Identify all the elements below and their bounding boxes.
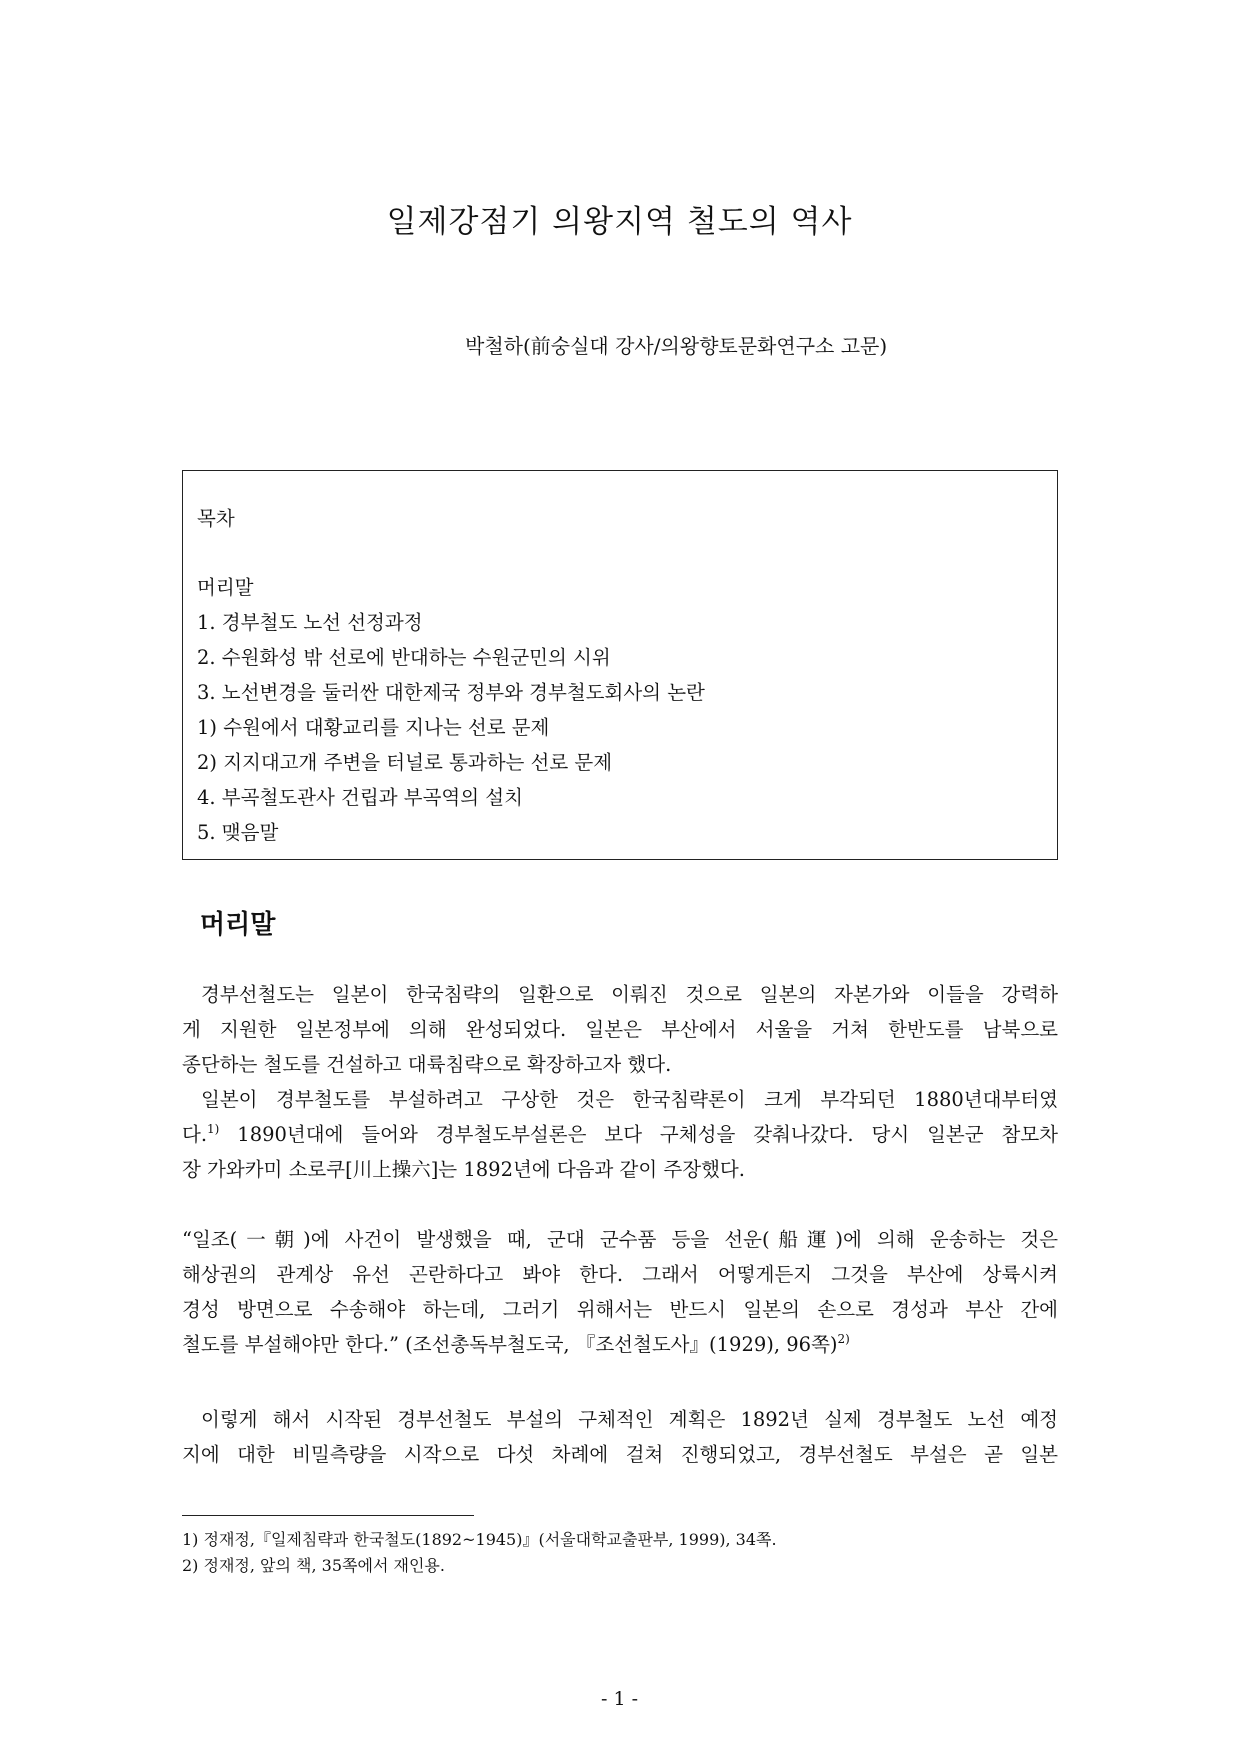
quote-line: 경성 방면으로 수송해야 하는데, 그러기 위해서는 반드시 일본의 손으로 경성과 부산 간에 <box>182 1298 1058 1321</box>
paragraph-line: 장 가와카미 소로쿠[川上操六]는 1892년에 다음과 같이 주장했다. <box>182 1158 745 1181</box>
paragraph-line: 게 지원한 일본정부에 의해 완성되었다. 일본은 부산에서 서울을 거쳐 한반도를 남북으로 <box>182 1018 1058 1041</box>
paragraph-line <box>182 1119 1058 1147</box>
quote-line: 해상권의 관계상 유선 곤란하다고 봐야 한다. 그래서 어떻게든지 그것을 부산에 상륙시켜 <box>182 1263 1058 1286</box>
footnote: 2) 정재정, 앞의 책, 35쪽에서 재인용. <box>182 1556 445 1575</box>
text-span: 1890년대에 들어와 경부철도부설론은 보다 구체성을 갖춰나갔다. 당시 일본군 참모차 <box>219 1123 1058 1146</box>
toc-item: 5. 맺음말 <box>197 821 279 844</box>
paragraph-line: 지에 대한 비밀측량을 시작으로 다섯 차례에 걸쳐 진행되었고, 경부선철도 부설은 곧 일본 <box>182 1443 1058 1466</box>
document-title: 일제강점기 의왕지역 철도의 역사 <box>386 204 853 240</box>
text-span: 철도를 부설해야만 한다.” (조선총독부철도국, 『조선철도사』(1929), 96쪽) <box>182 1333 838 1356</box>
quote-line <box>182 1329 1058 1357</box>
paragraph-line: 종단하는 철도를 건설하고 대륙침략으로 확장하고자 했다. <box>182 1053 672 1076</box>
footnote-ref-1: 1) <box>207 1122 220 1136</box>
paragraph-line: 경부선철도는 일본이 한국침략의 일환으로 이뤄진 것으로 일본의 자본가와 이들을 강력하 <box>201 983 1058 1006</box>
toc-item: 2. 수원화성 밖 선로에 반대하는 수원군민의 시위 <box>197 646 611 669</box>
paragraph-line: 이렇게 해서 시작된 경부선철도 부설의 구체적인 계획은 1892년 실제 경부철도 노선 예정 <box>201 1408 1058 1431</box>
quote-line: “일조(一朝)에 사건이 발생했을 때, 군대 군수품 등을 선운(船運)에 의해 운송하는 것은 <box>182 1228 1058 1251</box>
author-line: 박철하(前숭실대 강사/의왕향토문화연구소 고문) <box>465 334 888 358</box>
page-number: - 1 - <box>600 1688 638 1710</box>
toc-heading: 목차 <box>197 507 235 530</box>
text-span: 다. <box>182 1123 208 1146</box>
toc-item: 1) 수원에서 대황교리를 지나는 선로 문제 <box>197 716 550 739</box>
toc-item: 2) 지지대고개 주변을 터널로 통과하는 선로 문제 <box>197 751 613 774</box>
toc-item: 4. 부곡철도관사 건립과 부곡역의 설치 <box>197 786 523 809</box>
toc-item: 3. 노선변경을 둘러싼 대한제국 정부와 경부철도회사의 논란 <box>197 681 705 704</box>
table-of-contents-box <box>182 470 1058 860</box>
section-heading: 머리말 <box>200 910 276 940</box>
footnote-ref-2: 2) <box>837 1332 850 1346</box>
footnote: 1) 정재정,『일제침략과 한국철도(1892~1945)』(서울대학교출판부, 1999), 34쪽. <box>182 1530 777 1549</box>
paragraph-line: 일본이 경부철도를 부설하려고 구상한 것은 한국침략론이 크게 부각되던 1880년대부터였 <box>201 1088 1058 1111</box>
toc-item: 1. 경부철도 노선 선정과정 <box>197 611 423 634</box>
footnote-divider <box>182 1515 474 1516</box>
toc-item: 머리말 <box>197 576 254 599</box>
